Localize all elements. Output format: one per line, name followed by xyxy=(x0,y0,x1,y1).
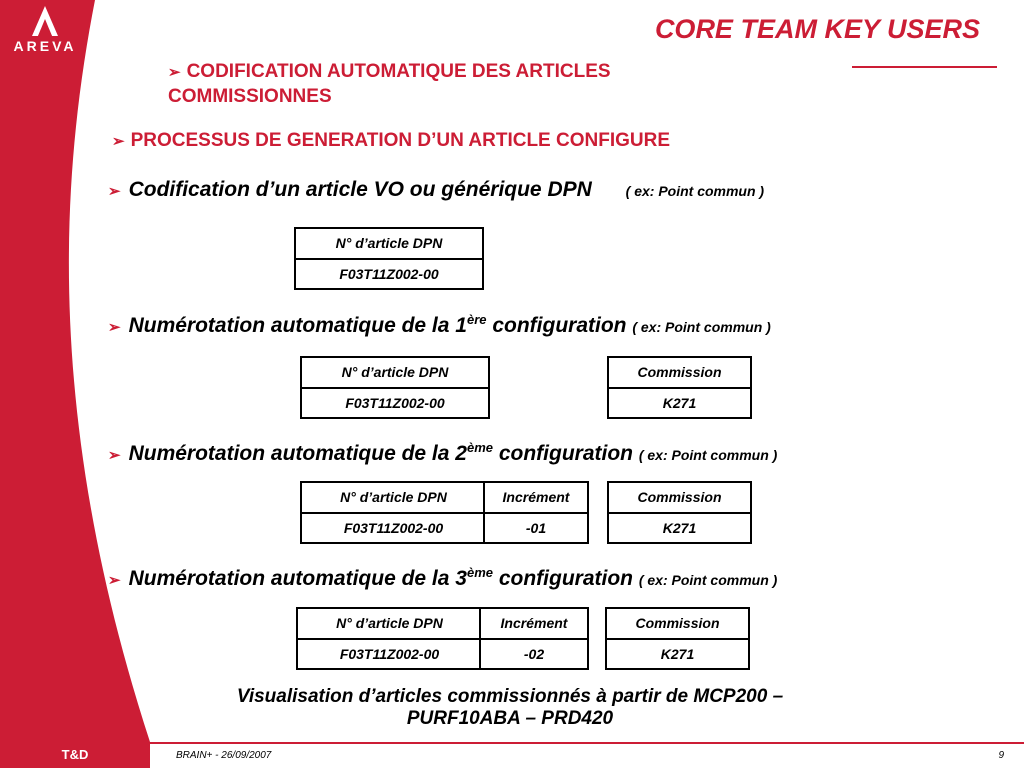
caption xyxy=(200,686,820,730)
bullet-arrow-icon: ➢ xyxy=(168,64,181,81)
section-3-after: configuration xyxy=(493,442,633,465)
heading-codification-line1: CODIFICATION AUTOMATIQUE DES ARTICLES xyxy=(186,61,611,82)
bullet-arrow-icon: ➢ xyxy=(108,447,121,464)
box-value: K271 xyxy=(609,512,750,543)
heading-codification xyxy=(168,60,728,109)
section-2-after: configuration xyxy=(486,314,627,337)
section-2-text: Numérotation automatique de la 1 xyxy=(128,314,467,337)
heading-codification-line2: COMMISSIONNES xyxy=(168,86,332,107)
logo-a-icon xyxy=(0,2,90,42)
section-title-2 xyxy=(108,312,771,338)
box-header: N° d’article DPN xyxy=(341,364,449,381)
areva-logo xyxy=(0,0,90,70)
section-title-4 xyxy=(108,565,777,591)
section-title-1 xyxy=(108,178,764,202)
section-4-example: ( ex: Point commun ) xyxy=(638,572,778,588)
section-4-after: configuration xyxy=(493,567,633,590)
box-header: Incrément xyxy=(502,489,570,506)
box-value: F03T11Z002-00 xyxy=(298,638,481,669)
box-commission xyxy=(607,356,752,419)
box-value: F03T11Z002-00 xyxy=(296,258,482,289)
box-header: Commission xyxy=(635,615,720,632)
box-increment xyxy=(479,607,589,670)
footer-tab: T&D xyxy=(0,744,150,768)
box-value: F03T11Z002-00 xyxy=(302,387,488,418)
page-number: 9 xyxy=(998,750,1004,761)
section-1-example: ( ex: Point commun ) xyxy=(625,183,765,199)
section-1-text: Codification d’un article VO ou générique DPN xyxy=(128,178,592,201)
bullet-arrow-icon: ➢ xyxy=(108,572,121,589)
footer-rule xyxy=(0,742,1024,744)
box-article-dpn xyxy=(296,607,483,670)
box-value: K271 xyxy=(609,387,750,418)
bullet-arrow-icon: ➢ xyxy=(108,183,121,200)
heading-processus-text: PROCESSUS DE GENERATION D’UN ARTICLE CONFIGURE xyxy=(130,130,670,151)
box-value: K271 xyxy=(607,638,748,669)
section-3-text: Numérotation automatique de la 2 xyxy=(128,442,467,465)
box-header: Commission xyxy=(637,489,722,506)
section-4-sup: ème xyxy=(466,565,493,580)
box-article-dpn xyxy=(294,227,484,290)
section-2-example: ( ex: Point commun ) xyxy=(632,319,771,335)
box-value: -02 xyxy=(481,638,587,669)
box-value: -01 xyxy=(485,512,587,543)
box-commission xyxy=(605,607,750,670)
section-4-text: Numérotation automatique de la 3 xyxy=(128,567,467,590)
box-header: Incrément xyxy=(500,615,568,632)
box-header: Commission xyxy=(637,364,722,381)
section-3-sup: ème xyxy=(466,440,493,455)
section-title-3 xyxy=(108,440,777,466)
bullet-arrow-icon: ➢ xyxy=(112,133,125,150)
bullet-arrow-icon: ➢ xyxy=(108,319,121,336)
box-article-dpn xyxy=(300,481,487,544)
box-increment xyxy=(483,481,589,544)
section-2-sup: ère xyxy=(466,312,487,327)
logo-wordmark: AREVA xyxy=(13,38,77,54)
page-title: CORE TEAM KEY USERS xyxy=(654,14,980,44)
section-3-example: ( ex: Point commun ) xyxy=(638,447,778,463)
footer-date: BRAIN+ - 26/09/2007 xyxy=(176,750,272,761)
box-header: N° d’article DPN xyxy=(340,489,447,506)
box-article-dpn xyxy=(300,356,490,419)
heading-processus xyxy=(112,129,670,154)
box-value: F03T11Z002-00 xyxy=(302,512,485,543)
box-header: N° d’article DPN xyxy=(335,235,443,252)
box-commission xyxy=(607,481,752,544)
title-underline xyxy=(852,66,997,68)
sidebar-decoration xyxy=(0,0,170,768)
caption-line2: PURF10ABA – PRD420 xyxy=(406,708,614,729)
box-header: N° d’article DPN xyxy=(336,615,443,632)
caption-line1: Visualisation d’articles commissionnés à partir de MCP200 – xyxy=(236,686,784,707)
